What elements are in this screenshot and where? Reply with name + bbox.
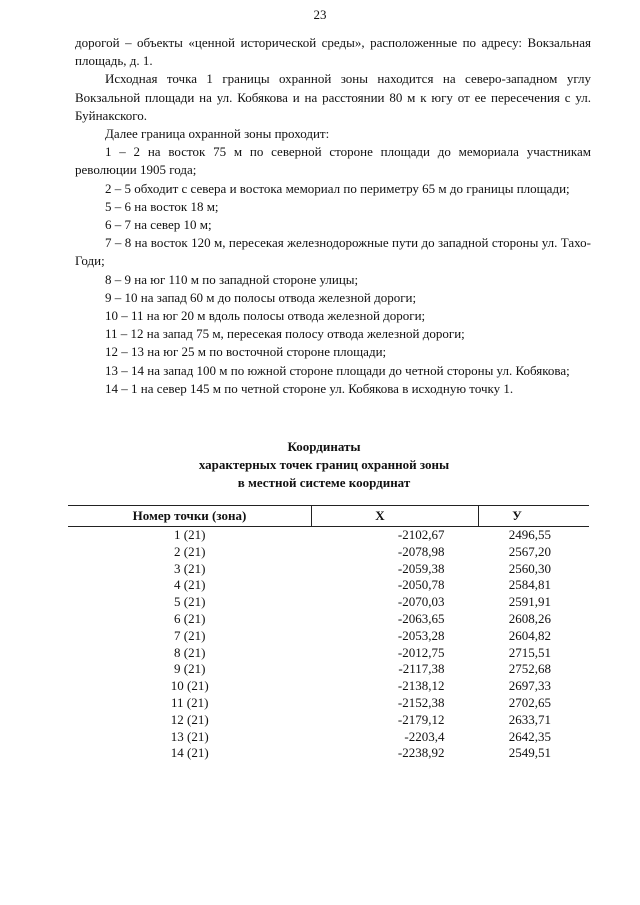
heading-line-1: Координаты (287, 439, 361, 454)
paragraph: Далее граница охранной зоны проходит: (105, 126, 330, 142)
table-row (68, 695, 589, 712)
cell-x: -2053,28 (397, 627, 445, 643)
cell-x: -2063,65 (397, 610, 445, 626)
paragraph: 12 – 13 на юг 25 м по восточной стороне площади; (105, 344, 387, 360)
paragraph: Исходная точка 1 границы охранной зоны находится на северо-западном углу Вокзальной площади на ул. Кобякова и на расстоянии 80 м к югу от ее пересечения с ул. Буйнакского. (75, 71, 591, 123)
cell-point: 14 (21) (170, 745, 209, 761)
table-row (68, 544, 589, 561)
cell-x: -2070,03 (397, 594, 445, 610)
cell-y: 2604,82 (508, 627, 551, 643)
cell-y: 2496,55 (508, 527, 551, 542)
page-number: 23 (313, 7, 327, 22)
paragraph: 13 – 14 на запад 100 м по южной стороне площади до четной стороны ул. Кобякова; (105, 362, 570, 378)
table-row (68, 645, 589, 662)
table-header-row (68, 506, 589, 527)
cell-y: 2697,33 (508, 678, 551, 694)
cell-point: 5 (21) (174, 594, 206, 610)
cell-point: 2 (21) (174, 543, 206, 559)
cell-point: 7 (21) (174, 627, 206, 643)
cell-y: 2608,26 (508, 610, 551, 626)
table-row (68, 678, 589, 695)
cell-point: 9 (21) (174, 661, 206, 677)
cell-point: 6 (21) (174, 610, 206, 626)
cell-x: -2117,38 (398, 661, 445, 677)
cell-x: -2050,78 (397, 577, 445, 593)
paragraph: дорогой – объекты «ценной исторической среды», расположенные по адресу: Вокзальная площадь, д. 1. (75, 35, 591, 69)
paragraph: 1 – 2 на восток 75 м по северной стороне площади до мемориала участникам революции 1905 года; (75, 144, 591, 178)
table-row (68, 594, 589, 611)
table-row (68, 577, 589, 594)
paragraph: 2 – 5 обходит с севера и востока мемориал по периметру 65 м до границы площади; (105, 180, 570, 196)
cell-y: 2549,51 (508, 745, 551, 761)
table-heading (60, 438, 588, 492)
table-row (68, 661, 589, 678)
paragraph: 5 – 6 на восток 18 м; (105, 198, 219, 214)
cell-y: 2633,71 (508, 711, 551, 727)
cell-x: -2012,75 (397, 644, 445, 660)
table-row (68, 561, 589, 578)
cell-point: 3 (21) (174, 560, 206, 576)
column-header-x: Х (312, 506, 479, 527)
paragraph: 8 – 9 на юг 110 м по западной стороне улицы; (105, 271, 359, 287)
cell-x: -2179,12 (397, 711, 445, 727)
cell-x: -2238,92 (397, 745, 445, 761)
paragraph: 11 – 12 на запад 75 м, пересекая полосу отвода железной дороги; (105, 326, 465, 342)
table-row (68, 745, 589, 762)
cell-x: -2203,4 (404, 728, 445, 744)
cell-x: -2102,67 (397, 527, 445, 542)
cell-y: 2567,20 (508, 543, 551, 559)
cell-point: 13 (21) (170, 728, 209, 744)
cell-y: 2560,30 (508, 560, 551, 576)
heading-line-3: в местной системе координат (237, 475, 411, 490)
paragraph: 7 – 8 на восток 120 м, пересекая железнодорожные пути до западной стороны ул. Тахо-Годи; (75, 235, 591, 269)
table-row (68, 527, 589, 544)
column-header-y: У (479, 506, 590, 527)
body-text (75, 34, 591, 398)
cell-y: 2584,81 (508, 577, 551, 593)
paragraph: 10 – 11 на юг 20 м вдоль полосы отвода железной дороги; (105, 308, 426, 324)
cell-x: -2059,38 (397, 560, 445, 576)
heading-line-2: характерных точек границ охранной зоны (198, 457, 450, 472)
paragraph: 14 – 1 на север 145 м по четной стороне ул. Кобякова в исходную точку 1. (105, 380, 514, 396)
column-header-point: Номер точки (зона) (68, 506, 312, 527)
cell-y: 2702,65 (508, 694, 551, 710)
cell-point: 4 (21) (174, 577, 206, 593)
table-row (68, 729, 589, 746)
cell-point: 8 (21) (174, 644, 206, 660)
table-row (68, 712, 589, 729)
cell-point: 11 (21) (171, 694, 209, 710)
paragraph: 6 – 7 на север 10 м; (105, 217, 212, 233)
table-row (68, 611, 589, 628)
cell-x: -2078,98 (397, 543, 445, 559)
cell-y: 2715,51 (508, 644, 551, 660)
coordinates-table (68, 505, 589, 762)
cell-y: 2752,68 (508, 661, 551, 677)
cell-point: 1 (21) (174, 527, 206, 542)
cell-x: -2138,12 (397, 678, 445, 694)
paragraph: 9 – 10 на запад 60 м до полосы отвода железной дороги; (105, 289, 417, 305)
cell-y: 2642,35 (508, 728, 551, 744)
cell-point: 12 (21) (170, 711, 209, 727)
cell-y: 2591,91 (508, 594, 551, 610)
table-row (68, 628, 589, 645)
cell-point: 10 (21) (170, 678, 209, 694)
cell-x: -2152,38 (397, 694, 445, 710)
